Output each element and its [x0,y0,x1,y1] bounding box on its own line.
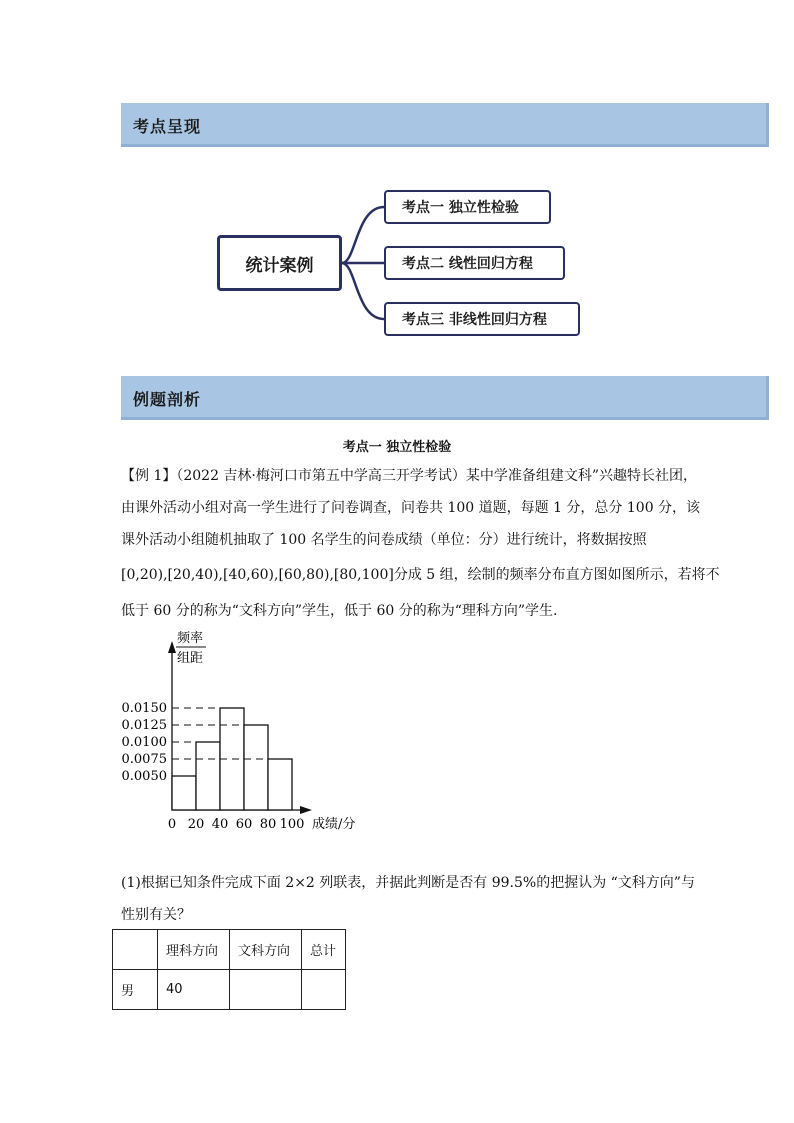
table-header-cell [113,930,158,970]
table-header-row [113,930,346,970]
section-banner-liti [121,376,769,420]
table-cell [230,970,302,1010]
histogram-bar [244,725,268,810]
mindmap-node-3: 考点三 非线性回归方程 [384,302,580,336]
mindmap-node-2: 考点二 线性回归方程 [384,246,565,280]
x-tick-label: 60 [235,817,253,832]
x-tick-label: 40 [211,817,229,832]
banner-title: 考点呈现 [133,117,202,136]
y-axis-arrow [168,641,176,653]
table-cell: 40 [158,970,230,1010]
example-line-1: 【例 1】（2022 吉林·梅河口市第五中学高三开学考试）某中学准备组建文科”兴趣特长社团， [121,468,698,484]
table-header-cell: 文科方向 [230,930,302,970]
y-label-top: 频率 [177,631,204,646]
histogram-bar [172,776,196,810]
table-row [113,970,346,1010]
y-tick-label: 0.0125 [121,718,167,733]
example-line-5: 低于 60 分的称为“文科方向”学生，低于 60 分的称为“理科方向”学生. [121,603,558,619]
x-axis-label: 成绩/分 [312,817,356,832]
x-tick-label: 100 [279,817,305,832]
mindmap-root: 统计案例 [217,235,342,291]
x-axis-arrow [300,806,312,814]
x-tick-label: 80 [259,817,277,832]
histogram-bar [268,759,292,810]
y-label-bottom: 组距 [177,651,204,666]
example-line-3: 课外活动小组随机抽取了 100 名学生的问卷成绩（单位：分）进行统计，将数据按照 [121,532,647,548]
y-tick-label: 0.0100 [121,735,167,750]
table-cell: 男 [113,970,158,1010]
table-header-cell: 总计 [302,930,346,970]
mindmap-node-1: 考点一 独立性检验 [384,190,551,224]
y-tick-label: 0.0050 [121,769,167,784]
y-tick-label: 0.0150 [121,701,167,716]
x-tick-label: 0 [167,817,177,832]
banner-title: 例题剖析 [133,390,202,409]
question-1-line-2: 性别有关？ [121,907,191,923]
example-line-2: 由课外活动小组对高一学生进行了问卷调查，问卷共 100 道题，每题 1 分，总分 100 分，该 [121,500,701,516]
contingency-table [112,929,346,1010]
table-cell [302,970,346,1010]
histogram-bar [196,742,220,810]
y-tick-label: 0.0075 [121,752,167,767]
table-header-cell: 理科方向 [158,930,230,970]
frequency-histogram [110,625,390,835]
example-line-4: [0,20),[20,40),[40,60),[60,80),[80,100]分成 5 组，绘制的频率分布直方图如图所示，若将不 [121,567,720,583]
x-tick-label: 20 [187,817,205,832]
example-subtitle: 考点一 独立性检验 [342,440,452,455]
question-1-line-1: (1)根据已知条件完成下面 2×2 列联表，并据此判断是否有 99.5%的把握认为 “文科方向”与 [121,875,695,891]
